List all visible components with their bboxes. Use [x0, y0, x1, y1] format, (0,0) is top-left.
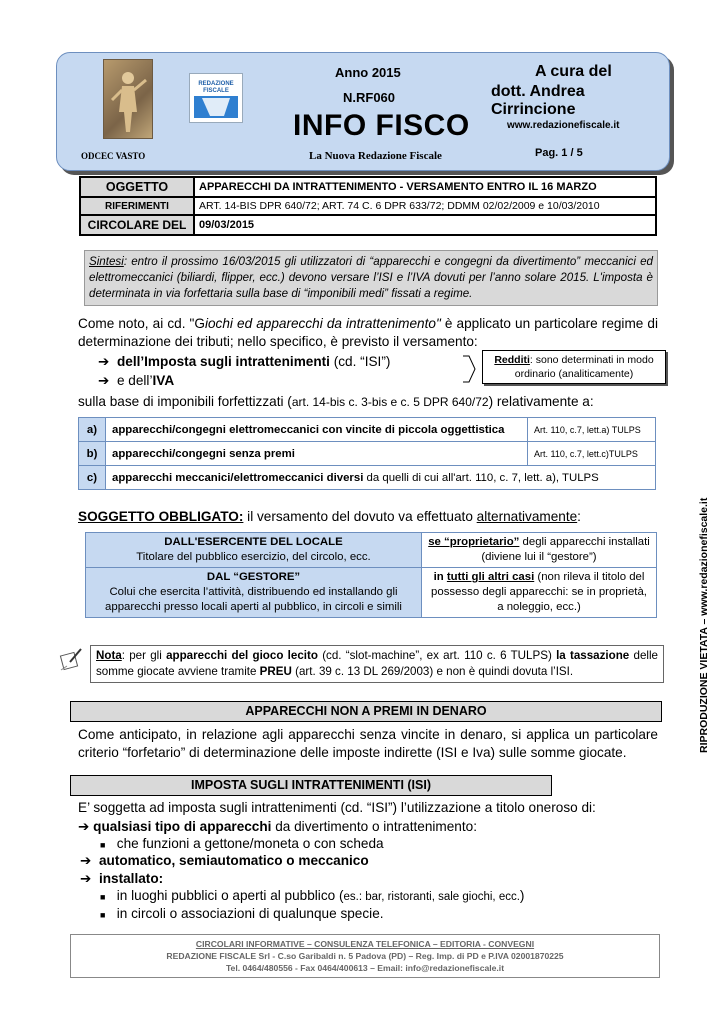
- logo-text-1: REDAZIONE: [198, 81, 234, 87]
- altri-rest: (non rileva il titolo del possesso degli apparecchi: se in proprietà, a noleggio, ecc.): [431, 571, 647, 613]
- nota-b1: apparecchi del gioco lecito: [166, 649, 318, 662]
- bullet-square-icon: ■: [100, 892, 106, 902]
- page-indicator: Pag. 1 / 5: [535, 147, 583, 159]
- subject-table: [79, 176, 657, 236]
- list-item-iva: [98, 372, 174, 390]
- arrow-right-icon: ➔: [98, 373, 110, 388]
- esercente-condition: [422, 533, 657, 568]
- arrow-right-icon: ➔: [80, 871, 92, 886]
- row-ref: Art. 110, c.7, lett.c)TULPS: [528, 442, 656, 466]
- author-line-1: A cura del: [535, 63, 612, 80]
- soggetto-heading: [78, 508, 581, 526]
- l5-small: es.: bar, ristoranti, sale giochi, ecc.: [343, 891, 520, 903]
- odcec-label: ODCEC VASTO: [81, 151, 146, 161]
- gestore-condition: [422, 568, 657, 618]
- l2-text: che funzioni a gettone/moneta o con scheda: [116, 836, 384, 851]
- gestore-title: DAL “GESTORE”: [206, 571, 301, 583]
- section-title-apparecchi: APPARECCHI NON A PREMI IN DENARO: [70, 701, 662, 722]
- row-ref: Art. 110, c.7, lett.a) TULPS: [528, 418, 656, 442]
- sullabase-post: ) relativamente a:: [488, 394, 594, 409]
- arrow-right-icon: ➔: [80, 853, 92, 868]
- summary-label: Sintesi: [89, 255, 124, 268]
- table-row: [86, 533, 657, 568]
- soggetto-end: :: [577, 509, 581, 524]
- page-title: INFO FISCO: [293, 109, 470, 142]
- esercente-cell: [86, 533, 422, 568]
- year-label: Anno 2015: [335, 65, 401, 80]
- oggetto-label: OGGETTO: [80, 177, 194, 197]
- footer: [70, 934, 660, 978]
- sullabase-pre: sulla base di imponibili forfettizzati (: [78, 394, 292, 409]
- row-text-rest: da quelli di cui all'art. 110, c. 7, lett. a), TULPS: [363, 471, 599, 484]
- iva-pre: e dell’: [116, 373, 153, 388]
- odcec-logo-image: [103, 59, 153, 139]
- website-link[interactable]: www.redazionefiscale.it: [507, 120, 620, 131]
- oggetto-value: APPARECCHI DA INTRATTENIMENTO - VERSAMENTO ENTRO IL 16 MARZO: [194, 177, 656, 197]
- redditi-text: : sono determinati in modo ordinario (analiticamente): [514, 354, 654, 380]
- arrow-right-icon: ➔: [78, 819, 90, 834]
- nota-t2: (cd. “slot-machine”, ex art. 110 c. 6 TULPS): [317, 649, 557, 662]
- isi-rest: (cd. “ISI”): [329, 354, 391, 369]
- section-title-isi: IMPOSTA SUGLI INTRATTENIMENTI (ISI): [70, 775, 552, 796]
- note-pen-icon: [58, 646, 84, 672]
- nota-t1: : per gli: [121, 649, 167, 662]
- table-row: [79, 466, 656, 490]
- footer-line-3: Tel. 0464/480556 - Fax 0464/400613 – Email: info@redazionefiscale.it: [225, 963, 505, 973]
- list-item: [80, 852, 369, 870]
- list-item-isi: [98, 353, 390, 371]
- l1-rest: da divertimento o intrattenimento:: [271, 819, 477, 834]
- issue-number: N.RF060: [343, 90, 396, 105]
- nota-label: Nota: [96, 649, 122, 662]
- row-key: b): [79, 442, 106, 466]
- intro-italic: iochi ed apparecchi da intrattenimento": [204, 316, 441, 331]
- arrow-right-icon: ➔: [98, 354, 110, 369]
- list-item: [100, 905, 384, 924]
- altri-bold: tutti gli altri casi: [446, 571, 535, 583]
- row-text: apparecchi/congegni elettromeccanici con vincite di piccola oggettistica: [106, 418, 528, 442]
- bullet-square-icon: ■: [100, 910, 106, 920]
- redditi-callout: [482, 350, 666, 384]
- side-watermark: [695, 425, 711, 755]
- list-item: [80, 870, 163, 888]
- esercente-title: DALL'ESERCENTE DEL LOCALE: [164, 536, 343, 548]
- row-key: a): [79, 418, 106, 442]
- soggetto-table: [85, 532, 657, 618]
- isi-intro: E’ soggetta ad imposta sugli intrattenimenti (cd. “ISI”) l’utilizzazione a titolo oneroso di:: [78, 800, 596, 815]
- note-box: [90, 645, 664, 683]
- isi-bold: dell’Imposta sugli intrattenimenti: [116, 354, 330, 369]
- nota-t4: (art. 39 c. 13 DL 269/2003) e non è quindi dovuta l’ISI.: [291, 665, 574, 678]
- iva-bold: IVA: [152, 373, 175, 388]
- soggetto-alt: alternativamente: [476, 509, 578, 524]
- intro-text-1: Come noto, ai cd. "G: [78, 316, 205, 331]
- esercente-desc: Titolare del pubblico esercizio, del circolo, ecc.: [136, 551, 371, 563]
- section1-paragraph: Come anticipato, in relazione agli apparecchi senza vincite in denaro, si applica un particolare criterio “forfetario” di determinazione delle imposte indirette (ISI e Iva) sulle somme giocate.: [78, 727, 658, 760]
- nota-b2: la tassazione: [556, 649, 630, 662]
- riferimenti-value: ART. 14-BIS DPR 640/72; ART. 74 C. 6 DPR 633/72; DDMM 02/02/2009 e 10/03/2010: [194, 197, 656, 215]
- table-row: [79, 418, 656, 442]
- nota-t3: delle somme giocate avviene tramite: [96, 649, 658, 678]
- l5-pre: in luoghi pubblici o aperti al pubblico (: [116, 888, 344, 903]
- side-watermark-text: RIPRODUZIONE VIETATA – www.redazionefiscale.it: [698, 497, 710, 753]
- list-item: [100, 887, 524, 906]
- circolare-value: 09/03/2015: [194, 215, 656, 235]
- redditi-label: Redditi: [494, 354, 530, 366]
- list-item: [78, 818, 477, 836]
- redazione-fiscale-logo: [189, 73, 243, 123]
- bullet-square-icon: ■: [100, 840, 106, 850]
- soggetto-label: SOGGETTO OBBLIGATO:: [78, 509, 244, 524]
- gestore-cell: [86, 568, 422, 618]
- header-banner: [56, 52, 670, 171]
- logo-text-2: FISCALE: [203, 88, 229, 94]
- sullabase-line: [78, 393, 594, 411]
- table-row: [79, 442, 656, 466]
- footer-line-2: REDAZIONE FISCALE Srl - C.so Garibaldi n. 5 Padova (PD) – Reg. Imp. di PD e P.IVA 02001870225: [166, 951, 564, 961]
- sullabase-ref: art. 14-bis c. 3-bis e c. 5 DPR 640/72: [291, 395, 489, 409]
- l4-text: installato:: [98, 871, 164, 886]
- summary-text: : entro il prossimo 16/03/2015 gli utilizzatori di “apparecchi e congegni da divertimento” meccanici ed elettromeccanici (biliardi, flipper, ecc.) devono versare l’ISI e l’IVA dovuti per l’anno solare 2015. L'imposta è determinata in via forfettaria sulla base di “imponibili medi” fissati a regime.: [89, 255, 653, 300]
- publisher-subtitle: La Nuova Redazione Fiscale: [309, 150, 442, 162]
- l3-text: automatico, semiautomatico o meccanico: [98, 853, 369, 868]
- intro-text-2: è applicato un particolare regime di determinazione dei tributi; nello specifico, è previsto il versamento:: [78, 316, 659, 349]
- nota-b3: PREU: [259, 665, 292, 678]
- gestore-desc: Colui che esercita l’attività, distribuendo ed installando gli apparecchi presso locali aperti al pubblico, in circoli e simili: [105, 586, 402, 613]
- l1-bold: qualsiasi tipo di apparecchi: [93, 819, 272, 834]
- proprietario-rest: degli apparecchi installati (diviene lui il “gestore”): [481, 536, 650, 563]
- footer-line-1: CIRCOLARI INFORMATIVE – CONSULENZA TELEFONICA – EDITORIA - CONVEGNI: [195, 939, 535, 949]
- l5-post: ): [519, 888, 525, 903]
- author-line-2: dott. Andrea Cirrincione: [491, 83, 585, 118]
- table-row: [86, 568, 657, 618]
- soggetto-mid: il versamento del dovuto va effettuato: [243, 509, 477, 524]
- row-text-bold: apparecchi meccanici/elettromeccanici diversi: [112, 471, 364, 484]
- summary-box: [84, 250, 658, 306]
- row-text: [106, 466, 656, 490]
- callout-arrow-icon: [462, 355, 476, 383]
- l6-text: in circoli o associazioni di qualunque specie.: [116, 906, 384, 921]
- proprietario-bold: se “proprietario”: [428, 536, 520, 548]
- riferimenti-label: RIFERIMENTI: [80, 197, 194, 215]
- categories-table: [78, 417, 656, 490]
- intro-paragraph: [78, 315, 658, 351]
- altri-pre: in: [433, 571, 447, 583]
- circolare-label: CIRCOLARE DEL: [80, 215, 194, 235]
- row-key: c): [79, 466, 106, 490]
- row-text: apparecchi/congegni senza premi: [106, 442, 528, 466]
